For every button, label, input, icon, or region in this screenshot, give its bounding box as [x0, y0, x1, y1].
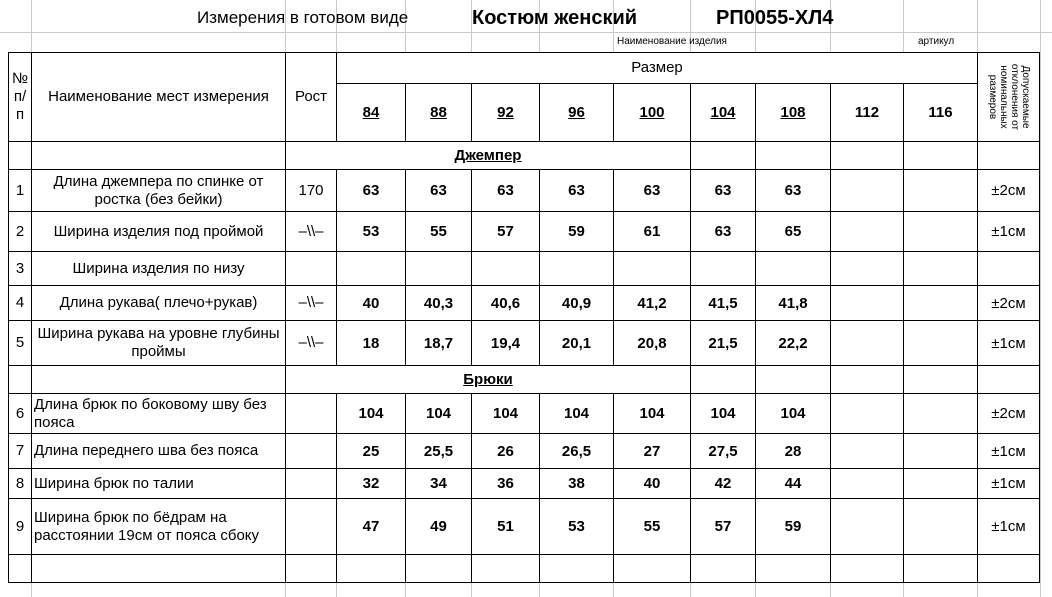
value-cell: 63	[691, 212, 756, 252]
value-cell: 104	[472, 394, 540, 434]
cell	[9, 555, 32, 583]
cell	[978, 142, 1040, 170]
value-cell	[904, 469, 978, 499]
value-cell: 61	[614, 212, 691, 252]
value-cell	[540, 252, 614, 286]
value-cell: 49	[406, 499, 472, 555]
cell	[9, 142, 32, 170]
row-number: 3	[9, 252, 32, 286]
value-cell: 40	[614, 469, 691, 499]
col-height-header: Рост	[286, 53, 337, 142]
cell	[32, 555, 286, 583]
value-cell	[406, 252, 472, 286]
value-cell: 65	[756, 212, 831, 252]
value-cell: 20,1	[540, 321, 614, 366]
value-cell	[904, 286, 978, 321]
value-cell: 47	[337, 499, 406, 555]
value-cell: 53	[337, 212, 406, 252]
value-cell: 51	[472, 499, 540, 555]
row-number: 9	[9, 499, 32, 555]
value-cell	[831, 321, 904, 366]
size-label: 88	[430, 104, 447, 121]
cell	[756, 142, 831, 170]
product-code: РП0055-ХЛ4	[716, 7, 834, 29]
size-header-cell	[540, 84, 614, 142]
value-cell	[904, 394, 978, 434]
value-cell: 34	[406, 469, 472, 499]
value-cell: 63	[756, 170, 831, 212]
tolerance-header-text: Допускаемые отклонения от номинальных размеров	[986, 63, 1031, 131]
tolerance-cell: ±2см	[978, 286, 1040, 321]
value-cell	[831, 394, 904, 434]
measurement-name: Длина брюк по боковому шву без пояса	[32, 394, 286, 434]
measurement-name: Ширина изделия под проймой	[32, 212, 286, 252]
cell	[9, 366, 32, 394]
table-row	[9, 321, 1040, 366]
size-label: 84	[362, 104, 380, 121]
tolerance-cell: ±1см	[978, 499, 1040, 555]
cell	[32, 142, 286, 170]
section-title: Брюки	[463, 371, 513, 388]
size-header-cell	[337, 84, 406, 142]
cell	[614, 555, 691, 583]
article-label: артикул	[918, 36, 955, 47]
tolerance-cell: ±1см	[978, 434, 1040, 469]
cell	[978, 555, 1040, 583]
value-cell	[831, 252, 904, 286]
value-cell: 25	[337, 434, 406, 469]
value-cell: 57	[472, 212, 540, 252]
size-label: 104	[710, 104, 736, 121]
tolerance-cell: ±2см	[978, 394, 1040, 434]
table-row	[9, 286, 1040, 321]
cell	[406, 555, 472, 583]
table-row	[9, 212, 1040, 252]
value-cell: 22,2	[756, 321, 831, 366]
row-number: 8	[9, 469, 32, 499]
value-cell: 63	[540, 170, 614, 212]
value-cell: 63	[472, 170, 540, 212]
measurement-name: Длина рукава( плечо+рукав)	[32, 286, 286, 321]
value-cell: 104	[406, 394, 472, 434]
row-number: 1	[9, 170, 32, 212]
cell	[691, 366, 756, 394]
cell	[472, 555, 540, 583]
product-name: Костюм женский	[472, 7, 638, 29]
size-label: 112	[854, 104, 880, 121]
cell	[691, 555, 756, 583]
section-title: Джемпер	[454, 147, 522, 164]
value-cell	[614, 252, 691, 286]
value-cell: 41,2	[614, 286, 691, 321]
value-cell	[337, 252, 406, 286]
row-number: 6	[9, 394, 32, 434]
value-cell: 25,5	[406, 434, 472, 469]
value-cell	[904, 434, 978, 469]
measurement-name: Ширина брюк по талии	[32, 469, 286, 499]
value-cell: 41,8	[756, 286, 831, 321]
row-number: 7	[9, 434, 32, 469]
row-number: 5	[9, 321, 32, 366]
height-cell	[286, 434, 337, 469]
row-number: 4	[9, 286, 32, 321]
cell	[904, 366, 978, 394]
measurement-name: Длина джемпера по спинке от ростка (без бейки)	[32, 170, 286, 212]
value-cell: 26	[472, 434, 540, 469]
measurement-name: Ширина рукава на уровне глубины проймы	[32, 321, 286, 366]
value-cell: 28	[756, 434, 831, 469]
value-cell	[756, 252, 831, 286]
row-number: 2	[9, 212, 32, 252]
value-cell	[904, 212, 978, 252]
value-cell: 55	[614, 499, 691, 555]
cell	[286, 555, 337, 583]
size-group-header: Размер	[337, 53, 978, 84]
value-cell: 59	[756, 499, 831, 555]
tolerance-cell: ±1см	[978, 321, 1040, 366]
value-cell	[472, 252, 540, 286]
size-header-cell	[472, 84, 540, 142]
cell	[756, 366, 831, 394]
empty-row	[9, 555, 1040, 583]
height-cell	[286, 469, 337, 499]
height-cell	[286, 394, 337, 434]
gridline	[0, 32, 1052, 33]
value-cell: 19,4	[472, 321, 540, 366]
col-no-header: № п/ п	[9, 53, 32, 142]
height-cell	[286, 499, 337, 555]
value-cell	[831, 434, 904, 469]
size-label: 100	[639, 104, 665, 121]
value-cell: 40	[337, 286, 406, 321]
value-cell: 53	[540, 499, 614, 555]
tolerance-header	[978, 53, 1040, 142]
product-label: Наименование изделия	[617, 36, 727, 47]
cell	[540, 555, 614, 583]
value-cell	[831, 170, 904, 212]
cell	[831, 142, 904, 170]
size-header-cell	[904, 84, 978, 142]
value-cell: 40,9	[540, 286, 614, 321]
size-header-cell	[691, 84, 756, 142]
value-cell: 18,7	[406, 321, 472, 366]
value-cell: 26,5	[540, 434, 614, 469]
cell	[337, 555, 406, 583]
measurement-name: Длина переднего шва без пояса	[32, 434, 286, 469]
height-cell: 170	[286, 170, 337, 212]
value-cell: 63	[406, 170, 472, 212]
value-cell: 63	[614, 170, 691, 212]
value-cell: 38	[540, 469, 614, 499]
value-cell	[831, 499, 904, 555]
value-cell: 40,3	[406, 286, 472, 321]
cell	[831, 366, 904, 394]
height-cell: –\\–	[286, 321, 337, 366]
cell	[904, 555, 978, 583]
value-cell: 42	[691, 469, 756, 499]
value-cell	[904, 170, 978, 212]
value-cell: 18	[337, 321, 406, 366]
value-cell: 63	[691, 170, 756, 212]
value-cell	[831, 212, 904, 252]
height-cell: –\\–	[286, 212, 337, 252]
measurement-name: Ширина изделия по низу	[32, 252, 286, 286]
cell	[831, 555, 904, 583]
size-label: 96	[568, 104, 585, 121]
measure-title: Измерения в готовом виде	[197, 8, 409, 27]
section-title-cell	[286, 142, 691, 170]
section-title-cell	[286, 366, 691, 394]
cell	[32, 366, 286, 394]
value-cell: 20,8	[614, 321, 691, 366]
value-cell	[904, 499, 978, 555]
value-cell: 21,5	[691, 321, 756, 366]
measurement-name: Ширина брюк по бёдрам на расстоянии 19см от пояса сбоку	[32, 499, 286, 555]
value-cell: 104	[756, 394, 831, 434]
table-row	[9, 394, 1040, 434]
value-cell	[691, 252, 756, 286]
size-label: 108	[780, 104, 806, 121]
size-label: 116	[928, 104, 953, 121]
value-cell: 41,5	[691, 286, 756, 321]
col-name-header: Наименование мест измерения	[32, 53, 286, 142]
size-label: 92	[497, 104, 514, 121]
cell	[904, 142, 978, 170]
tolerance-cell	[978, 252, 1040, 286]
value-cell: 104	[540, 394, 614, 434]
value-cell: 104	[614, 394, 691, 434]
height-cell: –\\–	[286, 286, 337, 321]
value-cell: 40,6	[472, 286, 540, 321]
value-cell: 27,5	[691, 434, 756, 469]
measurement-table	[8, 52, 1040, 583]
table-row	[9, 170, 1040, 212]
section-row	[9, 366, 1040, 394]
size-header-cell	[614, 84, 691, 142]
gridline	[1040, 0, 1041, 597]
value-cell: 44	[756, 469, 831, 499]
value-cell: 104	[337, 394, 406, 434]
tolerance-cell: ±1см	[978, 212, 1040, 252]
size-header-cell	[831, 84, 904, 142]
value-cell	[831, 286, 904, 321]
height-cell	[286, 252, 337, 286]
table-row	[9, 434, 1040, 469]
value-cell	[904, 321, 978, 366]
value-cell: 32	[337, 469, 406, 499]
table-row	[9, 499, 1040, 555]
tolerance-cell: ±1см	[978, 469, 1040, 499]
size-header-cell	[406, 84, 472, 142]
cell	[978, 366, 1040, 394]
table-row	[9, 469, 1040, 499]
value-cell: 36	[472, 469, 540, 499]
value-cell: 27	[614, 434, 691, 469]
value-cell	[904, 252, 978, 286]
tolerance-cell: ±2см	[978, 170, 1040, 212]
value-cell: 55	[406, 212, 472, 252]
table-row	[9, 252, 1040, 286]
section-row	[9, 142, 1040, 170]
value-cell: 57	[691, 499, 756, 555]
value-cell	[831, 469, 904, 499]
cell	[691, 142, 756, 170]
value-cell: 104	[691, 394, 756, 434]
size-header-cell	[756, 84, 831, 142]
value-cell: 63	[337, 170, 406, 212]
value-cell: 59	[540, 212, 614, 252]
cell	[756, 555, 831, 583]
